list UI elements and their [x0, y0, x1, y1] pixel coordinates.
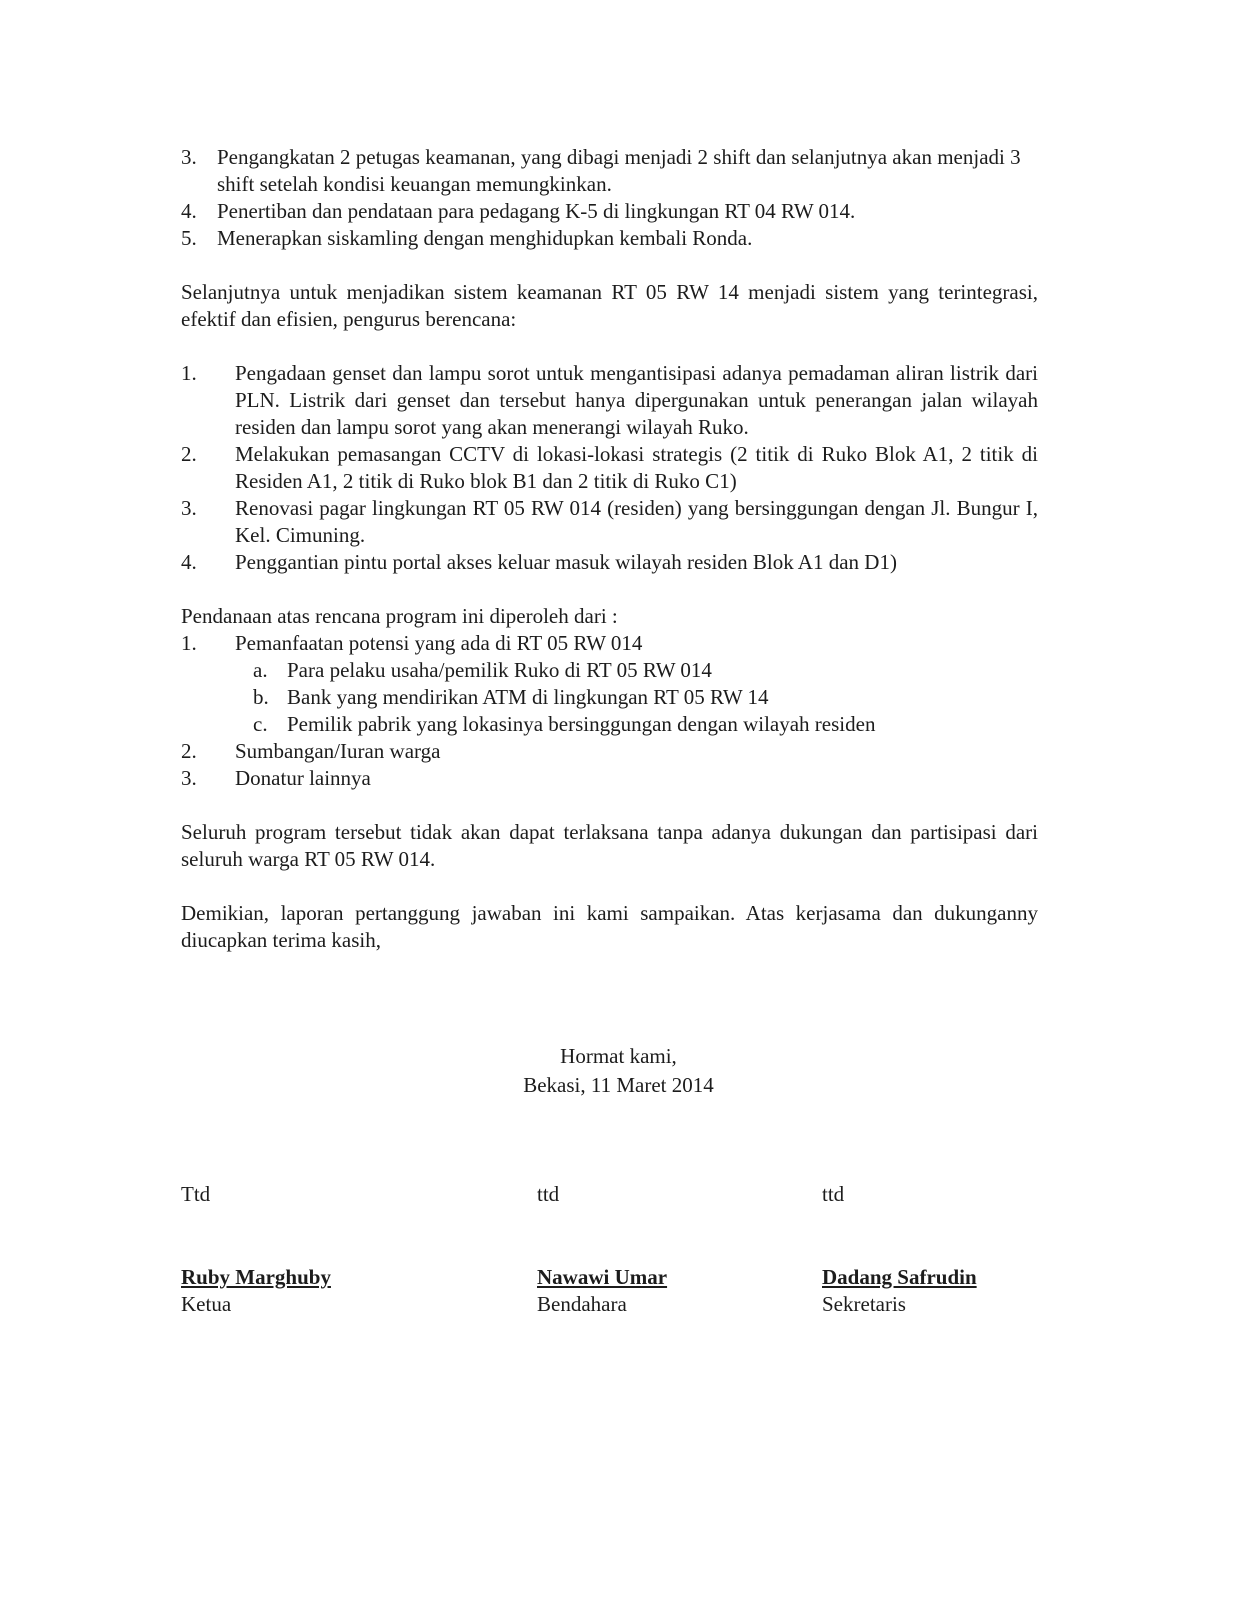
list-item: [181, 765, 1038, 792]
list-plans: [181, 360, 1038, 576]
list-text: Melakukan pemasangan CCTV di lokasi-lokasi strategis (2 titik di Ruko Blok A1, 2 titik di Residen A1, 2 titik di Ruko blok B1 dan 2 titik di Ruko C1): [235, 442, 1038, 493]
document-body: [181, 144, 1038, 954]
list-text: Pemanfaatan potensi yang ada di RT 05 RW 014: [235, 631, 643, 655]
list-item: [181, 225, 1038, 252]
sub-list-letter: a.: [253, 658, 268, 682]
sub-list-letter: c.: [253, 712, 268, 736]
list-item: [181, 441, 1038, 495]
list-number: 3.: [181, 766, 197, 790]
list-text: Menerapkan siskamling dengan menghidupkan kembali Ronda.: [217, 226, 753, 250]
list-item: [181, 738, 1038, 765]
funding-intro: Pendanaan atas rencana program ini diperoleh dari :: [181, 604, 618, 628]
list-item: [181, 495, 1038, 549]
list-text: Pengangkatan 2 petugas keamanan, yang dibagi menjadi 2 shift dan selanjutnya akan menjadi 3 shift setelah kondisi keuangan memungkinkan.: [217, 145, 1021, 196]
sub-list-text: Para pelaku usaha/pemilik Ruko di RT 05 RW 014: [287, 658, 712, 682]
paragraph-closing: Demikian, laporan pertanggung jawaban ini kami sampaikan. Atas kerjasama dan dukunganny diucapkan terima kasih,: [181, 901, 1038, 952]
signatory-role: Sekretaris: [822, 1292, 906, 1316]
list-number: 3.: [181, 145, 197, 169]
sub-list-item: [181, 657, 1038, 684]
list-text: Renovasi pagar lingkungan RT 05 RW 014 (residen) yang bersinggungan dengan Jl. Bungur I, Kel. Cimuning.: [235, 496, 1038, 547]
list-item: [181, 198, 1038, 225]
closing-regards: Hormat kami,: [560, 1044, 677, 1068]
list-text: Donatur lainnya: [235, 766, 371, 790]
list-number: 4.: [181, 199, 197, 223]
list-text: Penertiban dan pendataan para pedagang K-5 di lingkungan RT 04 RW 014.: [217, 199, 856, 223]
list-number: 2.: [181, 739, 197, 763]
signatory-name: Ruby Marghuby: [181, 1265, 331, 1289]
list-item: [181, 144, 1038, 198]
sub-list-text: Pemilik pabrik yang lokasinya bersinggungan dengan wilayah residen: [287, 712, 876, 736]
list-number: 2.: [181, 442, 197, 466]
signature-mark: ttd: [822, 1182, 845, 1206]
sub-list-item: [181, 711, 1038, 738]
sub-list-text: Bank yang mendirikan ATM di lingkungan RT 05 RW 14: [287, 685, 769, 709]
sub-list-letter: b.: [253, 685, 269, 709]
list-top: [181, 144, 1038, 252]
closing-place-date: Bekasi, 11 Maret 2014: [523, 1073, 714, 1097]
signature-mark: Ttd: [181, 1182, 211, 1206]
signatory-name: Dadang Safrudin: [822, 1265, 977, 1289]
list-number: 5.: [181, 226, 197, 250]
list-number: 3.: [181, 496, 197, 520]
list-item: [181, 630, 1038, 657]
signatory-role: Bendahara: [537, 1292, 627, 1316]
list-number: 1.: [181, 361, 197, 385]
list-text: Pengadaan genset dan lampu sorot untuk mengantisipasi adanya pemadaman aliran listrik dari PLN. Listrik dari genset dan tersebut hanya dipergunakan untuk penerangan jalan wilayah residen dan lampu sorot yang akan menerangi wilayah Ruko.: [235, 361, 1038, 439]
list-text: Sumbangan/Iuran warga: [235, 739, 441, 763]
sub-list-item: [181, 684, 1038, 711]
list-number: 4.: [181, 550, 197, 574]
signatory-name: Nawawi Umar: [537, 1265, 668, 1289]
signatory-role: Ketua: [181, 1292, 232, 1316]
list-funding: [181, 630, 1038, 792]
paragraph-support: Seluruh program tersebut tidak akan dapat terlaksana tanpa adanya dukungan dan partisipasi dari seluruh warga RT 05 RW 014.: [181, 820, 1038, 871]
signature-mark: ttd: [537, 1182, 560, 1206]
list-text: Penggantian pintu portal akses keluar masuk wilayah residen Blok A1 dan D1): [235, 550, 897, 574]
paragraph-plan-intro: Selanjutnya untuk menjadikan sistem keamanan RT 05 RW 14 menjadi sistem yang terintegrasi, efektif dan efisien, pengurus berencana:: [181, 280, 1038, 331]
list-number: 1.: [181, 631, 197, 655]
list-item: [181, 549, 1038, 576]
list-item: [181, 360, 1038, 441]
